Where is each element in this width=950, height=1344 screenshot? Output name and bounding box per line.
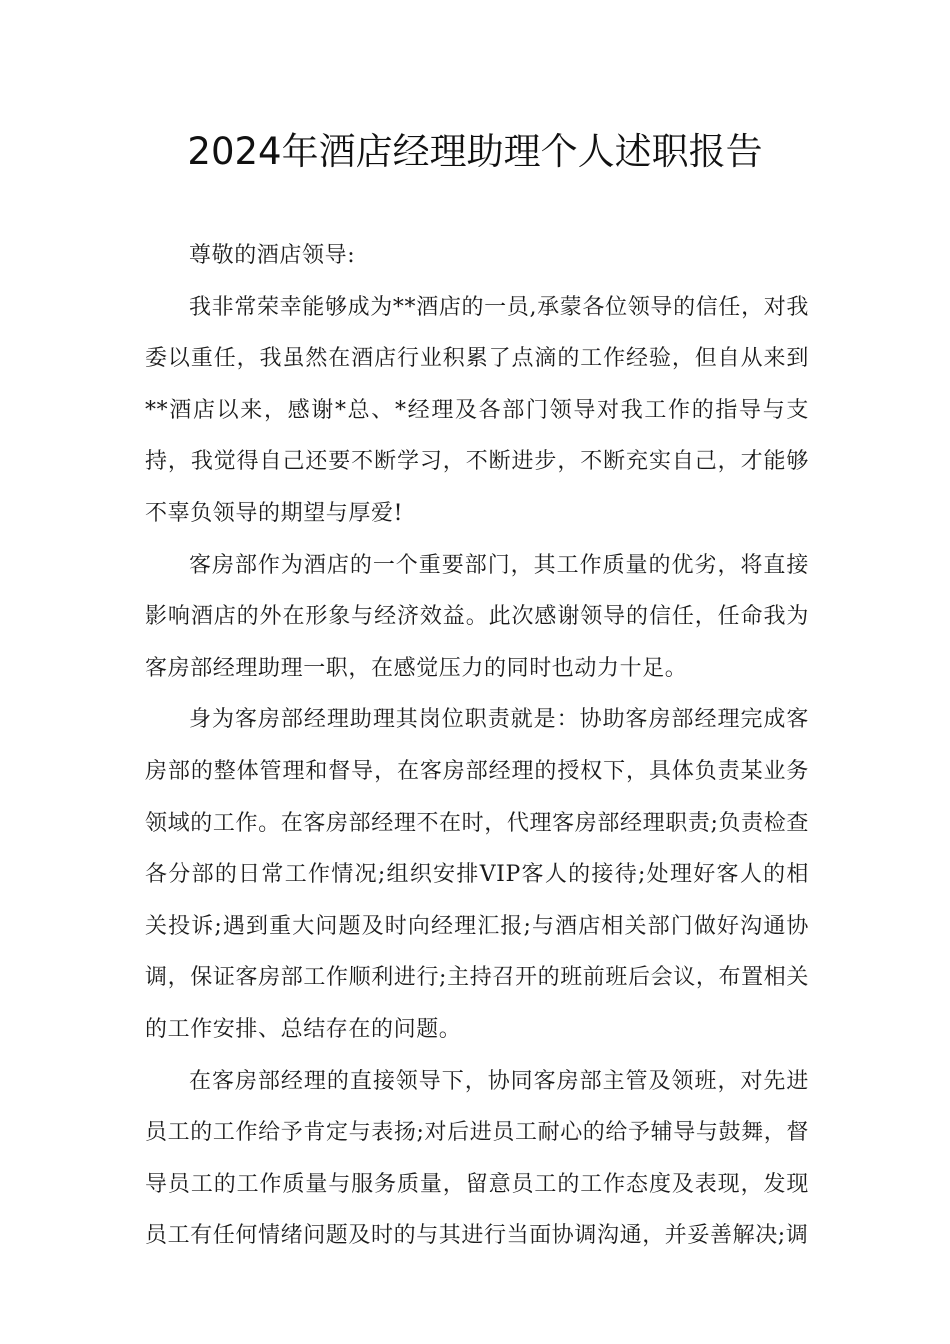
document-title: 2024年酒店经理助理个人述职报告 [187,130,763,173]
paragraph-2: 客房部作为酒店的一个重要部门，其工作质量的优劣，将直接影响酒店的外在形象与经济效益。此次感谢领导的信任，任命我为客房部经理助理一职，在感觉压力的同时也动力十足。 [145,552,809,681]
document-body [145,230,809,1262]
salutation: 尊敬的酒店领导: [189,243,356,268]
paragraph-4: 在客房部经理的直接领导下，协同客房部主管及领班，对先进员工的工作给予肯定与表扬;对后进员工耐心的给予辅导与鼓舞，督导员工的工作质量与服务质量，留意员工的工作态度及表现，发现员工有任何情绪问题及时的与其进行当面协调沟通，并妥善解决;调 [145,1068,809,1249]
paragraph-3: 身为客房部经理助理其岗位职责就是：协助客房部经理完成客房部的整体管理和督导，在客房部经理的授权下，具体负责某业务领域的工作。在客房部经理不在时，代理客房部经理职责;负责检查各分部的日常工作情况;组织安排VIP客人的接待;处理好客人的相关投诉;遇到重大问题及时向经理汇报;与酒店相关部门做好沟通协调，保证客房部工作顺利进行;主持召开的班前班后会议，布置相关的工作安排、总结存在的问题。 [145,707,809,1042]
paragraph-1: 我非常荣幸能够成为**酒店的一员,承蒙各位领导的信任，对我委以重任，我虽然在酒店行业积累了点滴的工作经验，但自从来到**酒店以来，感谢*总、*经理及各部门领导对我工作的指导与支持，我觉得自己还要不断学习，不断进步，不断充实自己，才能够不辜负领导的期望与厚爱! [145,294,809,526]
